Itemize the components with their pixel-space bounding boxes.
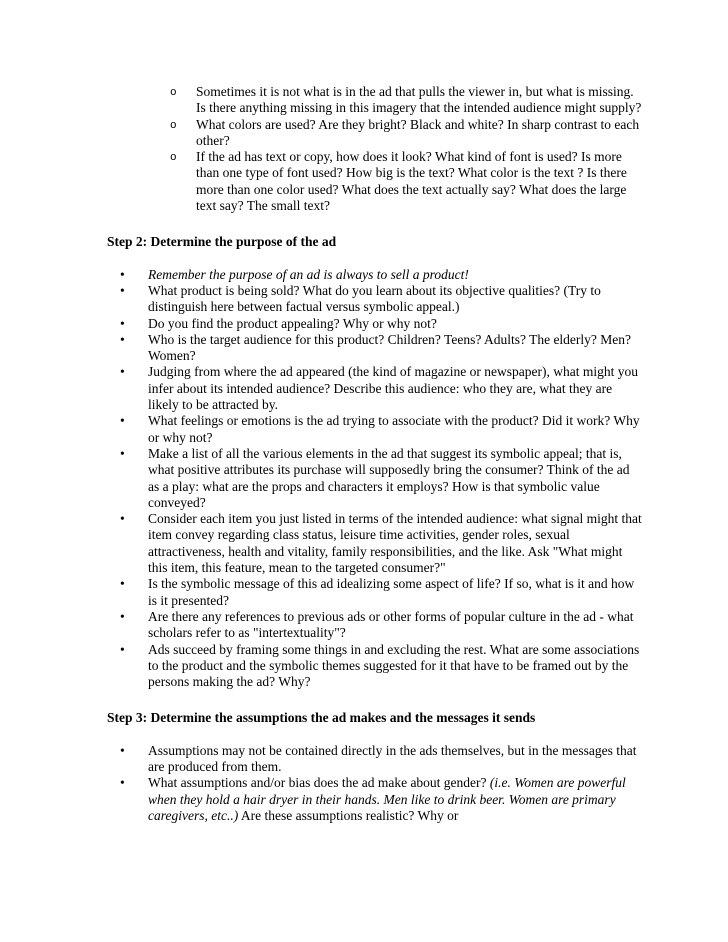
list-item [107, 267, 643, 283]
list-item [107, 576, 643, 609]
list-item-text: Remember the purpose of an ad is always to sell a product! [148, 266, 469, 282]
list-item-text: Ads succeed by framing some things in and excluding the rest. What are some associations to the product and the symbolic themes suggested for it that have to be framed out by the persons making the ad? Why? [148, 641, 640, 690]
list-item [107, 149, 643, 214]
list-item-text: What feelings or emotions is the ad trying to associate with the product? Did it work? Why or why not? [148, 413, 640, 445]
step2-bullet-list [107, 267, 643, 691]
list-item [107, 84, 643, 117]
step2-heading: Step 2: Determine the purpose of the ad [107, 234, 337, 250]
text-run: Are these assumptions realistic? Why or [238, 807, 459, 823]
list-item-text: Consider each item you just listed in terms of the intended audience: what signal might that item convey regarding class status, leisure time activities, gender roles, sexual attractiveness, health and vitality, family responsibilities, and the like. Ask "What might this item, this feature, mean to the targeted consumer?" [148, 511, 642, 576]
circle-bullet-icon: o [170, 119, 177, 132]
list-item-text: Do you find the product appealing? Why or why not? [148, 315, 437, 331]
intro-sub-bullet-list [107, 84, 643, 214]
text-run: What assumptions and/or bias does the ad make about gender? [148, 775, 490, 791]
step3-bullet-list [107, 743, 643, 824]
disc-bullet-icon: • [120, 742, 125, 758]
list-item-text: Make a list of all the various elements in the ad that suggest its symbolic appeal; that is, what positive attributes its purchase will supposedly bring the consumer? Think of the ad as a play: what are the props and characters it employs? How is that symbolic value conveyed? [148, 445, 630, 510]
list-item-text: What colors are used? Are they bright? Black and white? In sharp contrast to each other? [196, 116, 640, 148]
disc-bullet-icon: • [120, 608, 125, 624]
list-item [107, 446, 643, 511]
disc-bullet-icon: • [120, 364, 125, 380]
disc-bullet-icon: • [120, 413, 125, 429]
disc-bullet-icon: • [120, 641, 125, 657]
list-item-text: Judging from where the ad appeared (the kind of magazine or newspaper), what might you infer about its intended audience? Describe this audience: who they are, what they are likely to be attracted by. [148, 364, 638, 413]
disc-bullet-icon: • [120, 315, 125, 331]
list-item-text: Who is the target audience for this product? Children? Teens? Adults? The elderly? Men? Women? [148, 331, 632, 364]
disc-bullet-icon: • [120, 331, 125, 347]
list-item-text: Sometimes it is not what is in the ad that pulls the viewer in, but what is missing. Is there anything missing in this imagery that the intended audience might supply? [196, 84, 642, 116]
list-item-text [148, 775, 626, 823]
list-item-text: If the ad has text or copy, how does it look? What kind of font is used? Is more than one type of font used? How big is the text? What color is the text ? Is there more than one color used? What does the text actually say? What does the large text say? The small text? [196, 149, 627, 214]
list-item [107, 364, 643, 413]
circle-bullet-icon: o [170, 87, 177, 99]
list-item-text: What product is being sold? What do you learn about its objective qualities? (Try to distinguish here between factual versus symbolic appeal.) [148, 282, 601, 315]
disc-bullet-icon: • [120, 445, 125, 461]
list-item [107, 511, 643, 576]
list-item-text: Are there any references to previous ads or other forms of popular culture in the ad - what scholars refer to as "intertextuality"? [148, 608, 634, 641]
list-item [107, 743, 643, 776]
list-item-text: Is the symbolic message of this ad idealizing some aspect of life? If so, what is it and how is it presented? [148, 576, 635, 608]
list-item-text: Assumptions may not be contained directly in the ads themselves, but in the messages that are produced from them. [148, 742, 637, 774]
list-item [107, 775, 643, 824]
list-item [107, 316, 643, 332]
disc-bullet-icon: • [120, 775, 125, 791]
list-item [107, 283, 643, 316]
circle-bullet-icon: o [170, 152, 177, 165]
list-item [107, 642, 643, 691]
step3-heading: Step 3: Determine the assumptions the ad makes and the messages it sends [107, 710, 536, 726]
list-item [107, 609, 643, 642]
list-item [107, 413, 643, 446]
list-item [107, 117, 643, 150]
list-item [107, 332, 643, 365]
disc-bullet-icon: • [120, 511, 125, 527]
disc-bullet-icon: • [120, 266, 125, 282]
text-run-italic: (i.e. Women are powerful when they hold a hair dryer in their hands. Men like to drink beer. Women are primary caregivers, etc..) [148, 775, 626, 823]
disc-bullet-icon: • [120, 282, 125, 298]
disc-bullet-icon: • [120, 576, 125, 592]
